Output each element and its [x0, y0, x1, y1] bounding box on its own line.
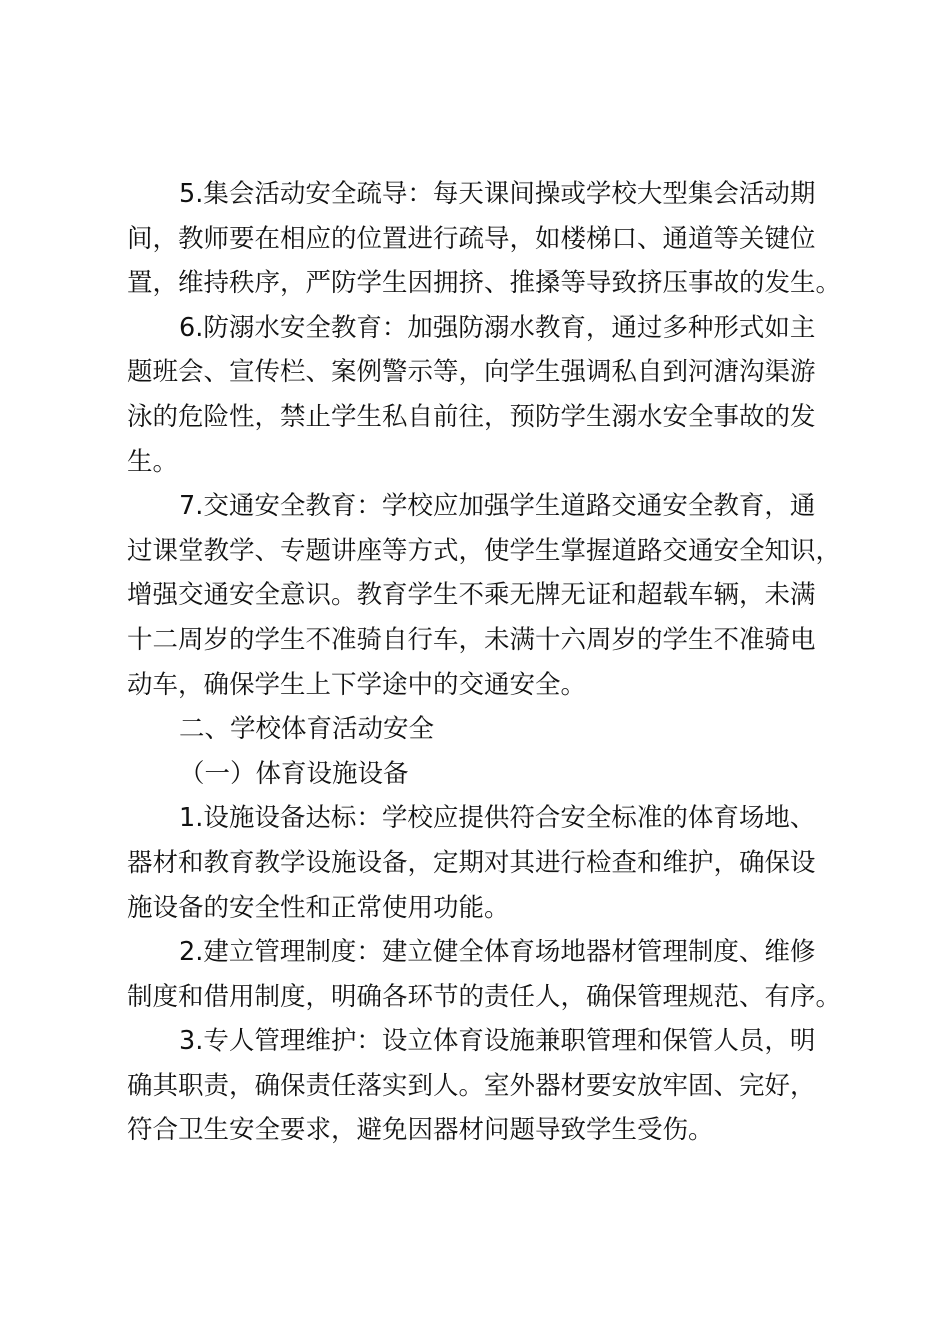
text-line: 确其职责，确保责任落实到人。室外器材要安放牢固、完好， — [127, 1070, 816, 1101]
text-line: 生。 — [127, 446, 179, 477]
text-line: 1.设施设备达标：学校应提供符合安全标准的体育场地、 — [179, 803, 816, 834]
text-line: 2.建立管理制度：建立健全体育场地器材管理制度、维修 — [179, 937, 816, 968]
text-line: 动车，确保学生上下学途中的交通安全。 — [127, 669, 587, 700]
text-line: 二、学校体育活动安全 — [179, 714, 435, 745]
text-line: 过课堂教学、专题讲座等方式，使学生掌握道路交通安全知识， — [127, 535, 842, 566]
paragraph-traffic-safety — [127, 484, 842, 707]
text-line: 5.集会活动安全疏导：每天课间操或学校大型集会活动期 — [179, 179, 816, 209]
paragraph-management-system — [127, 930, 842, 1019]
text-line: 增强交通安全意识。教育学生不乘无牌无证和超载车辆，未满 — [127, 580, 816, 611]
subsection-heading — [127, 752, 837, 797]
text-line: 7.交通安全教育：学校应加强学生道路交通安全教育，通 — [179, 491, 816, 522]
text-line: 3.专人管理维护：设立体育设施兼职管理和保管人员，明 — [179, 1026, 816, 1057]
section-heading — [127, 707, 837, 752]
text-line: 施设备的安全性和正常使用功能。 — [127, 892, 510, 923]
text-line: 题班会、宣传栏、案例警示等，向学生强调私自到河溏沟渠游 — [127, 357, 816, 388]
text-line: 十二周岁的学生不准骑自行车，未满十六周岁的学生不准骑电 — [127, 624, 816, 655]
text-line: 间，教师要在相应的位置进行疏导，如楼梯口、通道等关键位 — [127, 223, 816, 254]
text-line: 制度和借用制度，明确各环节的责任人，确保管理规范、有序。 — [127, 981, 842, 1012]
text-line: 置，维持秩序，严防学生因拥挤、推搡等导致挤压事故的发生。 — [127, 268, 842, 299]
document-body — [127, 172, 842, 1153]
paragraph-dedicated-maintenance — [127, 1019, 837, 1153]
text-line: （一）体育设施设备 — [179, 758, 409, 789]
text-line: 器材和教育教学设施设备，定期对其进行检查和维护，确保设 — [127, 847, 816, 878]
paragraph-drowning-prevention — [127, 306, 837, 484]
text-line: 符合卫生安全要求，避免因器材问题导致学生受伤。 — [127, 1115, 714, 1146]
paragraph-gathering-safety — [127, 172, 842, 306]
paragraph-facility-standards — [127, 796, 837, 930]
text-line: 6.防溺水安全教育：加强防溺水教育，通过多种形式如主 — [179, 312, 816, 343]
text-line: 泳的危险性，禁止学生私自前往，预防学生溺水安全事故的发 — [127, 401, 816, 432]
